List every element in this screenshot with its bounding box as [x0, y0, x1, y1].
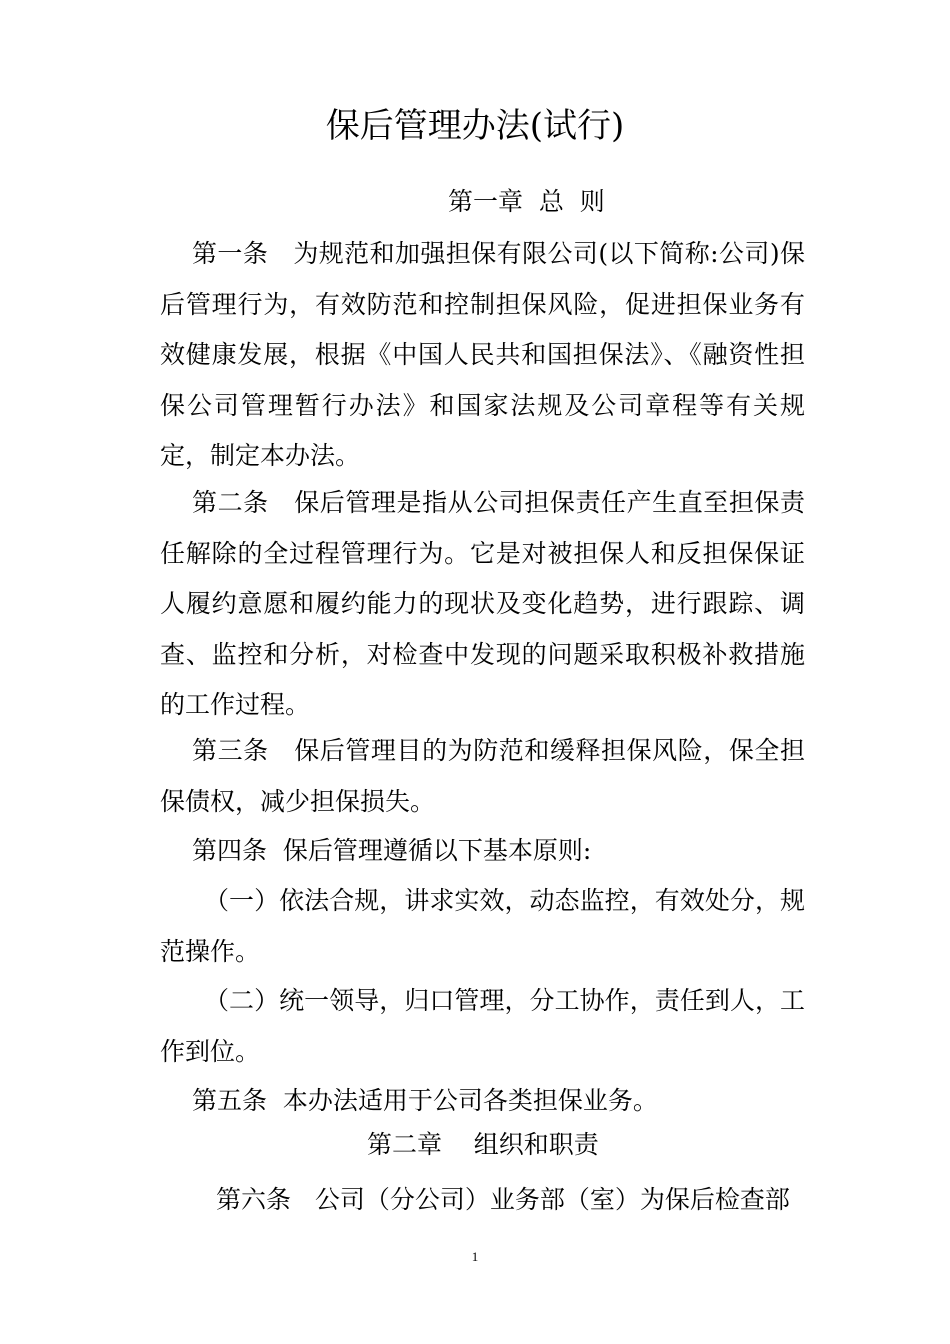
chapter-heading-1: 第一章 总 则: [448, 187, 605, 216]
article-4: 第四条 保后管理遵循以下基本原则:: [192, 836, 592, 865]
article-6: 第六条 公司（分公司）业务部（室）为保后检查部: [216, 1185, 790, 1214]
article-5: 第五条 本办法适用于公司各类担保业务。: [192, 1086, 658, 1115]
article-2: 第二条 保后管理是指从公司担保责任产生直至担保责任解除的全过程管理行为。它是对被担保人和反担保保证人履约意愿和履约能力的现状及变化趋势，进行跟踪、调查、监控和分析，对检查中发现的问题采取积极补救措施的工作过程。: [160, 488, 805, 720]
page-number: 1: [471, 1249, 479, 1264]
article-4-item-1: （一）依法合规，讲求实效，动态监控，有效处分，规范操作。: [160, 886, 805, 966]
document-title: 保后管理办法(试行): [325, 106, 625, 146]
chapter-heading-2: 第二章 组织和职责: [367, 1130, 599, 1159]
article-3: 第三条 保后管理目的为防范和缓释担保风险，保全担保债权，减少担保损失。: [160, 736, 805, 816]
article-4-item-2: （二）统一领导，归口管理，分工协作，责任到人，工作到位。: [160, 986, 805, 1066]
article-1: 第一条 为规范和加强担保有限公司(以下简称:公司)保后管理行为，有效防范和控制担保风险，促进担保业务有效健康发展，根据《中国人民共和国担保法》、《融资性担保公司管理暂行办法》和国家法规及公司章程等有关规定，制定本办法。: [160, 239, 805, 471]
